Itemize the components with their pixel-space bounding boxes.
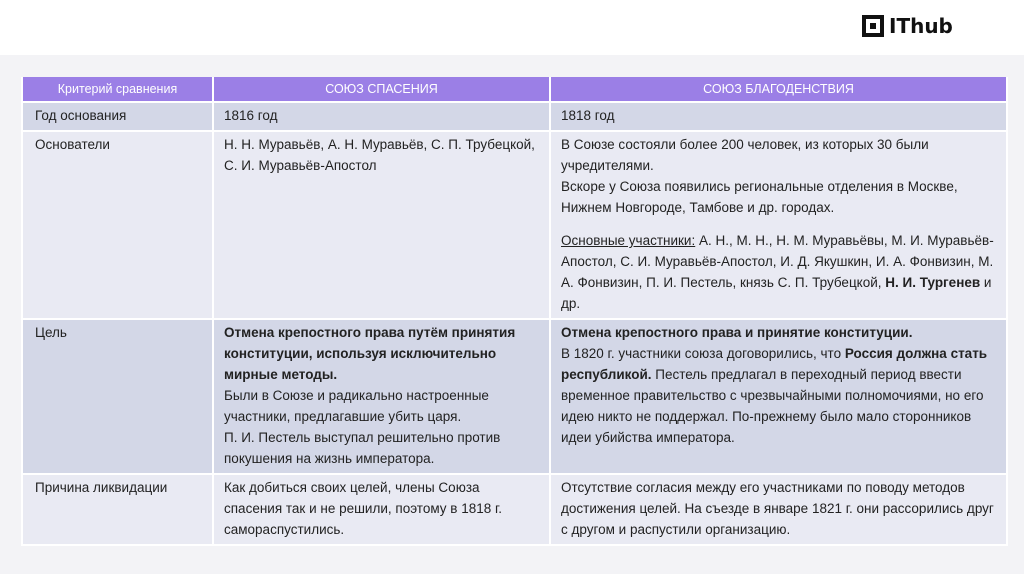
criterion-cell: Основатели	[22, 131, 213, 319]
header-soyuz-spaseniya: СОЮЗ СПАСЕНИЯ	[213, 77, 550, 102]
table-row	[22, 131, 1007, 319]
text-run: В 1820 г. участники союза договорились, что	[561, 346, 845, 361]
table-row	[22, 319, 1007, 474]
members-end: и др.	[561, 275, 992, 311]
ithub-logo	[862, 14, 953, 38]
table-row	[22, 102, 1007, 131]
criterion-cell: Цель	[22, 319, 213, 474]
table-row	[22, 474, 1007, 545]
blagodenstviya-cell: 1818 год	[550, 102, 1007, 131]
spaseniya-cell: Как добиться своих целей, члены Союза спасения так и не решили, поэтому в 1818 г. самораспустились.	[213, 474, 550, 545]
header-criterion: Критерий сравнения	[22, 77, 213, 102]
blagodenstviya-cell	[550, 319, 1007, 474]
text-run: Пестель предлагал в переходный период ввести временное правительство с чрезвычайными полномочиями, но его идею никто не поддержал. По-прежнему было мало сторонников идеи убийства императора.	[561, 367, 984, 445]
criterion-cell: Год основания	[22, 102, 213, 131]
logo-text: IThub	[889, 14, 953, 38]
spaseniya-cell: Н. Н. Муравьёв, А. Н. Муравьёв, С. П. Трубецкой, С. И. Муравьёв-Апостол	[213, 131, 550, 319]
table-header-row	[22, 77, 1007, 102]
criterion-cell: Причина ликвидации	[22, 474, 213, 545]
members-label: Основные участники:	[561, 233, 696, 248]
blagodenstviya-cell	[550, 131, 1007, 319]
paragraph: П. И. Пестель выступал решительно против покушения на жизнь императора.	[224, 430, 501, 466]
paragraph: Вскоре у Союза появились региональные отделения в Москве, Нижнем Новгороде, Тамбове и др. городах.	[561, 179, 958, 215]
members-paragraph	[561, 230, 996, 314]
members-bold: Н. И. Тургенев	[885, 275, 981, 290]
spaseniya-cell: 1816 год	[213, 102, 550, 131]
comparison-table	[21, 77, 1008, 546]
bold-run: Россия должна стать республикой.	[561, 346, 988, 382]
ithub-logo-icon	[862, 15, 884, 37]
spaseniya-cell	[213, 319, 550, 474]
goal-bold: Отмена крепостного права путём принятия конституции, используя исключительно мирные методы.	[224, 325, 516, 382]
paragraph: Были в Союзе и радикально настроенные участники, предлагавшие убить царя.	[224, 388, 489, 424]
paragraph	[561, 343, 996, 448]
header-soyuz-blagodenstviya: СОЮЗ БЛАГОДЕНСТВИЯ	[550, 77, 1007, 102]
members-text: А. Н., М. Н., Н. М. Муравьёвы, М. И. Муравьёв-Апостол, С. И. Муравьёв-Апостол, И. Д. Якушкин, И. А. Фонвизин, М. А. Фонвизин, П. И. Пестель, князь С. П. Трубецкой,	[561, 233, 994, 290]
paragraph: В Союзе состояли более 200 человек, из которых 30 были учредителями.	[561, 137, 929, 173]
blagodenstviya-cell: Отсутствие согласия между его участниками по поводу методов достижения целей. На съезде в январе 1821 г. они рассорились друг с другом и распустили организацию.	[550, 474, 1007, 545]
goal-bold: Отмена крепостного права и принятие конституции.	[561, 325, 913, 340]
